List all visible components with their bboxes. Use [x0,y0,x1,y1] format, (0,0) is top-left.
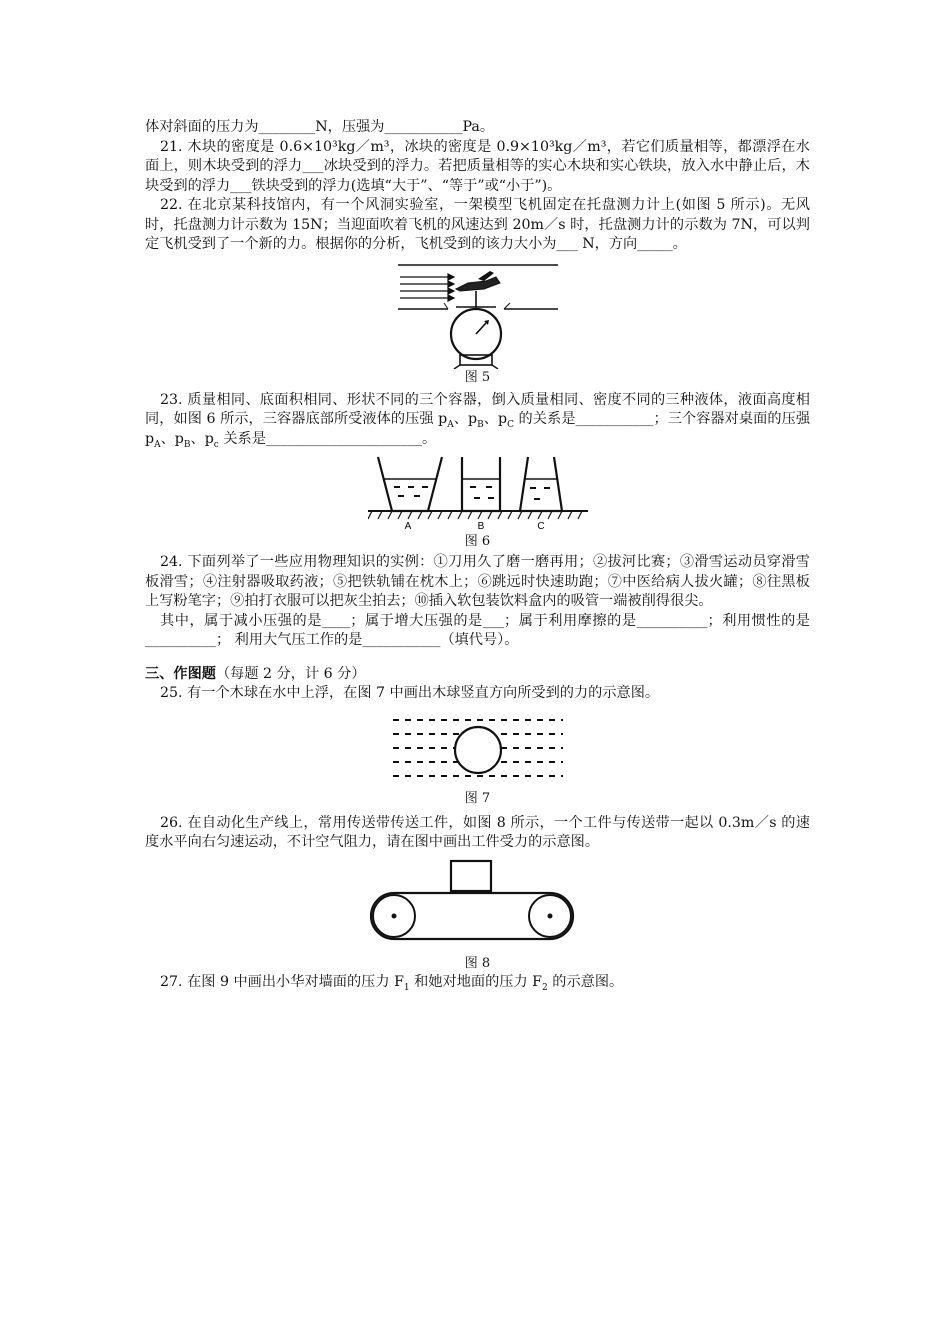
section-3-heading [145,665,810,685]
container-label-a: A [404,521,411,532]
question-21: 21. 木块的密度是 0.6×10³kg／m³，冰块的密度是 0.9×10³kg／m³，若它们质量相等，都漂浮在水面上，则木块受到的浮力___冰块受到的浮力。若把质量相等的实心木块和实心铁块，放入水中静止后，木块受到的浮力___铁块受到的浮力(选填“大于”、“等于”或“小于”)。 [145,138,810,194]
question-22: 22. 在北京某科技馆内，有一个风洞实验室，一架模型飞机固定在托盘测力计上(如图 5 所示)。无风时，托盘测力计示数为 15N；当迎面吹着飞机的风速达到 20m／s 时，托盘测力计的示数为 7N，可以判定飞机受到了一个新的力。根据你的分析，飞机受到的该力大小为___ N，方向_____。 [145,197,810,252]
figure-8-caption: 图 8 [464,955,491,971]
worksheet-page [145,118,810,992]
question-26: 26. 在自动化生产线上，常用传送带传送工件，如图 8 所示，一个工件与传送带一起以 0.3m／s 的速度水平向右匀速运动，不计空气阻力，请在图中画出工件受力的示意图。 [145,814,810,850]
line-pressure-on-slope: 体对斜面的压力为________N，压强为___________Pa。 [145,119,495,135]
figure-8-conveyor-belt [370,859,585,949]
figure-5-wind-tunnel [398,259,558,369]
figure-5-caption: 图 5 [464,369,491,385]
question-27: 27. 在图 9 中画出小华对墙面的压力 $F_1$ 和她对地面的压力 $F_2$ 的示意图。 [160,973,624,993]
figure-6-three-containers [368,453,588,533]
container-label-b: B [477,521,484,532]
question-25: 25. 有一个木球在水中上浮，在图 7 中画出木球竖直方向所受到的力的示意图。 [160,685,660,701]
figure-7-wooden-ball-in-water [393,714,563,784]
question-24: 24. 下面列举了一些应用物理知识的实例：①刀用久了磨一磨再用；②拔河比赛；③滑雪运动员穿滑雪板滑雪；④注射器吸取药液；⑤把铁轨铺在枕木上；⑥跳远时快速助跑；⑦中医给病人拔火罐；⑧往黑板上写粉笔字；⑨拍打衣服可以把灰尘拍去；⑩插入软包装饮料盒内的吸管一端被削得很尖。 [145,554,810,609]
section-3-note: （每题 2 分，计 6 分） [215,665,366,682]
question-23: 23. 质量相同、底面积相同、形状不同的三个容器，倒入质量相同、密度不同的三种液体，液面高度相同，如图 6 所示，三容器底部所受液体的压强 $p_A$、$p_B$、$p_C$ 的关系是___________；三个容器对桌面的压强 $p_A$、$p_B$、$p_c$ 关系是______________________。 [145,391,811,450]
figure-7-caption: 图 7 [464,790,491,806]
question-24-blanks: 其中，属于减小压强的是____；属于增大压强的是___；属于利用摩擦的是__________；利用惯性的是__________； 利用大气压工作的是___________（填代号）。 [145,612,810,648]
container-label-c: C [536,521,545,532]
section-3-title: 三、作图题 [145,665,216,682]
figure-6-caption: 图 6 [464,534,491,549]
